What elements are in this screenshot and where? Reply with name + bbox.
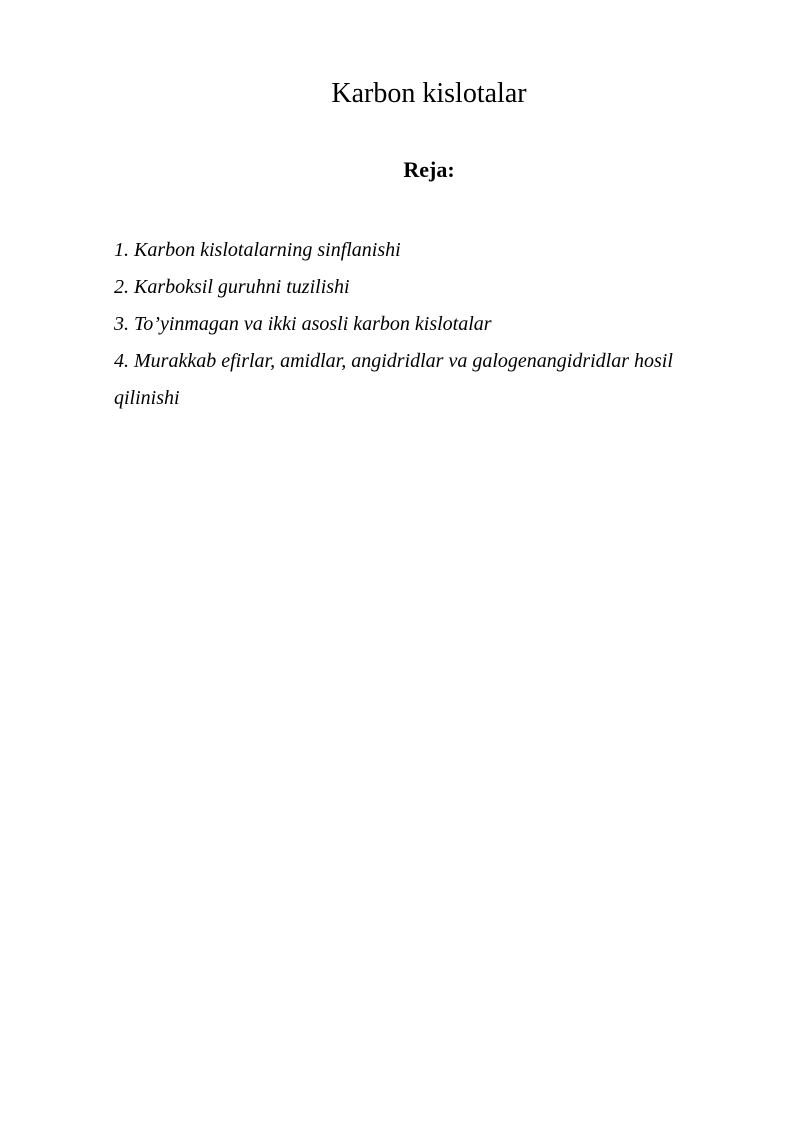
plan-list bbox=[114, 232, 734, 417]
plan-item-4: 4. Murakkab efirlar, amidlar, angidridlar va galogenangidridlar hosil qilinishi bbox=[114, 350, 673, 409]
plan-heading: Reja: bbox=[403, 157, 455, 182]
plan-item-3: 3. To’yinmagan va ikki asosli karbon kislotalar bbox=[114, 313, 492, 335]
document-title: Karbon kislotalar bbox=[331, 78, 527, 109]
plan-item-2: 2. Karboksil guruhni tuzilishi bbox=[114, 276, 350, 298]
plan-item-1: 1. Karbon kislotalarning sinflanishi bbox=[114, 239, 401, 261]
